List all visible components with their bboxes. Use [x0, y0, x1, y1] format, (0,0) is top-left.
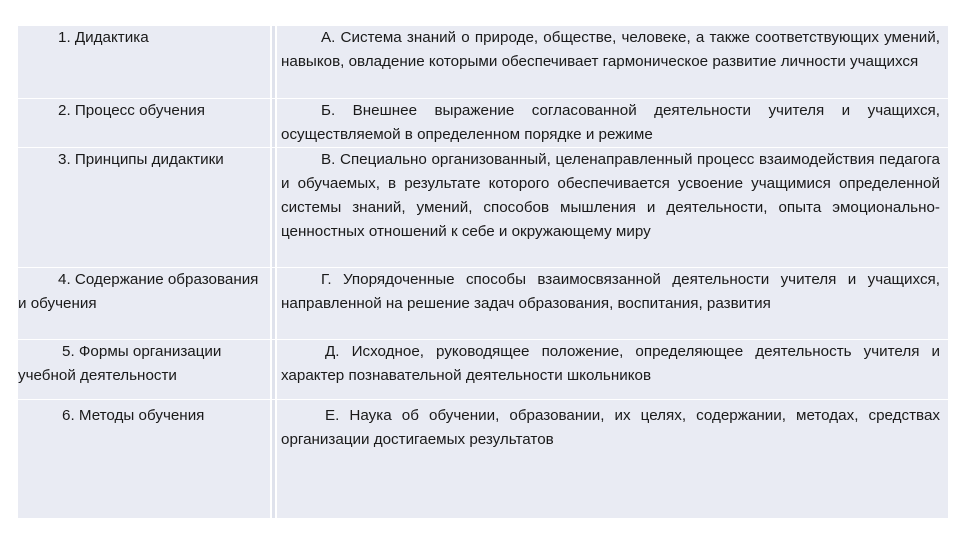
definition-text: А. Система знаний о природе, обществе, человеке, а также соответствующих умений, навыков, овладение которыми обеспечивает гармоническое развитие личности учащихся: [281, 29, 940, 70]
definition-text: В. Специально организованный, целенаправленный процесс взаимодействия педагога и обучаемых, в результате которого обеспечивается усвоение учащимися определенной системы знаний, умений, способов мышления и деятельности, опыта эмоционально-ценностных отношений к себе и окружающему миру: [281, 150, 940, 240]
term-cell: [18, 267, 271, 339]
term-text: 4. Содержание образования и обучения: [18, 270, 259, 312]
term-text: 3. Принципы дидактики: [58, 150, 224, 168]
definition-cell: [276, 98, 948, 147]
term-cell: [18, 98, 271, 147]
definition-cell: [276, 339, 948, 399]
term-text: 5. Формы организации учебной деятельности: [18, 342, 222, 384]
term-text: 1. Дидактика: [58, 29, 149, 46]
definition-text: Д. Исходное, руководящее положение, определяющее деятельность учителя и характер познавательной деятельности школьников: [281, 342, 940, 384]
table-row: [18, 399, 948, 518]
definition-cell: [276, 147, 948, 267]
definition-cell: [276, 267, 948, 339]
table-row: [18, 26, 948, 98]
term-text: 2. Процесс обучения: [58, 101, 205, 119]
definition-cell: [276, 399, 948, 518]
matching-table: [18, 26, 948, 518]
definition-cell: [276, 26, 948, 98]
term-cell: [18, 339, 271, 399]
definition-text: Г. Упорядоченные способы взаимосвязанной деятельности учителя и учащихся, направленной на решение задач образования, воспитания, развития: [281, 270, 940, 312]
term-cell: [18, 26, 271, 98]
term-text: 6. Методы обучения: [62, 406, 205, 424]
table-row: [18, 339, 948, 399]
table-row: [18, 267, 948, 339]
term-cell: [18, 399, 271, 518]
definition-text: Б. Внешнее выражение согласованной деятельности учителя и учащихся, осуществляемой в определенном порядке и режиме: [281, 101, 940, 143]
definition-text: Е. Наука об обучении, образовании, их целях, содержании, методах, средствах организации достигаемых результатов: [281, 406, 940, 448]
term-cell: [18, 147, 271, 267]
table-row: [18, 147, 948, 267]
table-row: [18, 98, 948, 147]
